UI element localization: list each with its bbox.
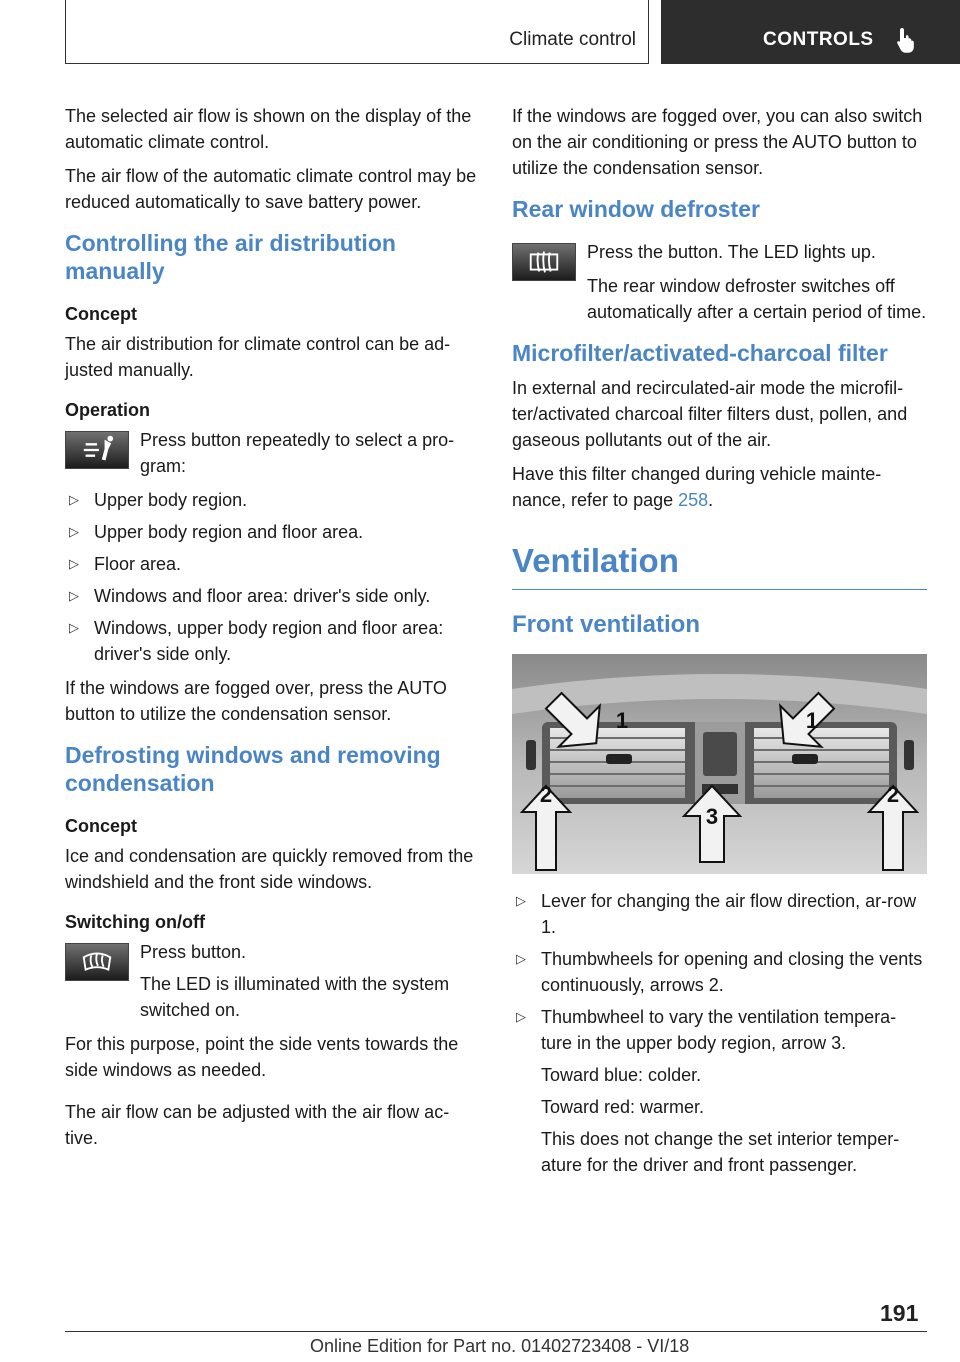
bullet-icon: ▷	[69, 524, 79, 539]
rear-press-text: Press the button. The LED lights up.	[587, 242, 876, 262]
header-chapter-tab	[661, 0, 960, 64]
list-item: ▷ Upper body region.	[65, 487, 480, 513]
operation-text: Press button repeatedly to select a pro‐gram:	[140, 430, 455, 476]
switching-label: Switching on/off	[65, 912, 205, 932]
fogged-ac-text: If the windows are fogged over, you can also switch on the air conditioning or press the AUTO button to utilize the condensation sensor.	[512, 106, 923, 178]
page-link[interactable]: 258	[678, 490, 709, 510]
purpose-text: For this purpose, point the side vents towards the side windows as needed.	[65, 1034, 459, 1080]
bullet-icon: ▷	[69, 620, 79, 635]
bullet-icon: ▷	[69, 556, 79, 571]
header-section-box	[65, 0, 649, 64]
defrost-button-row	[65, 939, 480, 983]
heading-manual-distribution: Controlling the air distribution manually	[65, 230, 396, 284]
red-text: Toward red: warmer.	[541, 1097, 705, 1117]
list-item: ▷ Lever for changing the air flow direction, ar‐row 1.	[512, 888, 927, 940]
bullet-icon: ▷	[516, 951, 526, 966]
bullet-icon: ▷	[69, 588, 79, 603]
heading-front-ventilation: Front ventilation	[512, 611, 700, 638]
list-item: ▷ Floor area.	[65, 551, 480, 577]
callout-2b: 2	[886, 782, 900, 807]
chapter-title: CONTROLS	[763, 29, 874, 50]
filter-change-text: Have this filter changed during vehicle mainte‐nance, refer to page 258.	[512, 464, 882, 510]
left-column	[65, 103, 480, 1159]
callout-1b: 1	[805, 708, 819, 733]
blue-text: Toward blue: colder.	[541, 1065, 702, 1085]
section-title: Climate control	[509, 29, 636, 50]
bullet-icon: ▷	[69, 492, 79, 507]
front-defrost-button-icon	[65, 943, 129, 981]
footer-divider	[65, 1331, 927, 1332]
concept-label: Concept	[65, 816, 137, 836]
front-vents-photo	[512, 654, 927, 874]
rear-off-text-a: The rear window defroster switches off automatically after a certain period of time.	[587, 276, 927, 322]
hand-pointer-icon	[895, 26, 919, 54]
footer-edition: Online Edition for Part no. 01402723408 - VI/18	[310, 1336, 690, 1356]
press-button-text: Press button.	[140, 942, 247, 962]
callout-2a: 2	[539, 782, 553, 807]
page-number: 191	[880, 1300, 919, 1326]
list-item: ▷ Windows, upper body region and floor area: driver's side only.	[65, 615, 480, 667]
concept-label: Concept	[65, 304, 137, 324]
air-distribution-button-icon	[65, 431, 129, 469]
bullet-icon: ▷	[516, 893, 526, 908]
callout-1a: 1	[615, 708, 629, 733]
filter-text: In external and recirculated-air mode the microfil‐ter/activated charcoal filter filters dust, pollen, and gaseous pollutants out of the air.	[512, 378, 908, 450]
rear-defrost-row	[512, 239, 927, 283]
right-column	[512, 103, 927, 1186]
list-item: ▷ Thumbwheel to vary the ventilation tempera‐ture in the upper body region, arrow 3. Toward blue: colder. Toward red: warmer. This does not change the set interior temper‐ature for the driver and front passenger.	[512, 1004, 927, 1178]
airflow-display-text: The selected air flow is shown on the display of the automatic climate control.	[65, 106, 472, 152]
battery-save-text: The air flow of the automatic climate control may be reduced automatically to save battery power.	[65, 166, 477, 212]
rear-defrost-button-icon	[512, 243, 576, 281]
heading-rear-defroster: Rear window defroster	[512, 196, 760, 222]
operation-row	[65, 427, 480, 479]
airflow-active-text: The air flow can be adjusted with the air flow ac‐tive.	[65, 1102, 450, 1148]
list-item: ▷ Upper body region and floor area.	[65, 519, 480, 545]
concept-text: The air distribution for climate control can be ad‐justed manually.	[65, 334, 451, 380]
callout-3: 3	[705, 804, 719, 829]
list-item: ▷ Windows and floor area: driver's side only.	[65, 583, 480, 609]
note-text: This does not change the set interior temper‐ature for the driver and front passenger.	[541, 1129, 900, 1175]
defrost-concept-text: Ice and condensation are quickly removed from the windshield and the front side windows.	[65, 846, 474, 892]
operation-label: Operation	[65, 400, 151, 420]
fogged-text: If the windows are fogged over, press the AUTO button to utilize the condensation sensor.	[65, 678, 447, 724]
list-item: ▷ Thumbwheels for opening and closing the vents continuously, arrows 2.	[512, 946, 927, 998]
led-text: The LED is illuminated with the system switched on.	[140, 974, 450, 1020]
bullet-icon: ▷	[516, 1009, 526, 1024]
heading-microfilter: Microfilter/activated-charcoal filter	[512, 340, 888, 366]
heading-ventilation: Ventilation	[512, 541, 927, 590]
heading-defrosting: Defrosting windows and removing condensation	[65, 742, 441, 796]
vent-legend-list	[512, 888, 927, 1178]
program-list	[65, 487, 480, 667]
